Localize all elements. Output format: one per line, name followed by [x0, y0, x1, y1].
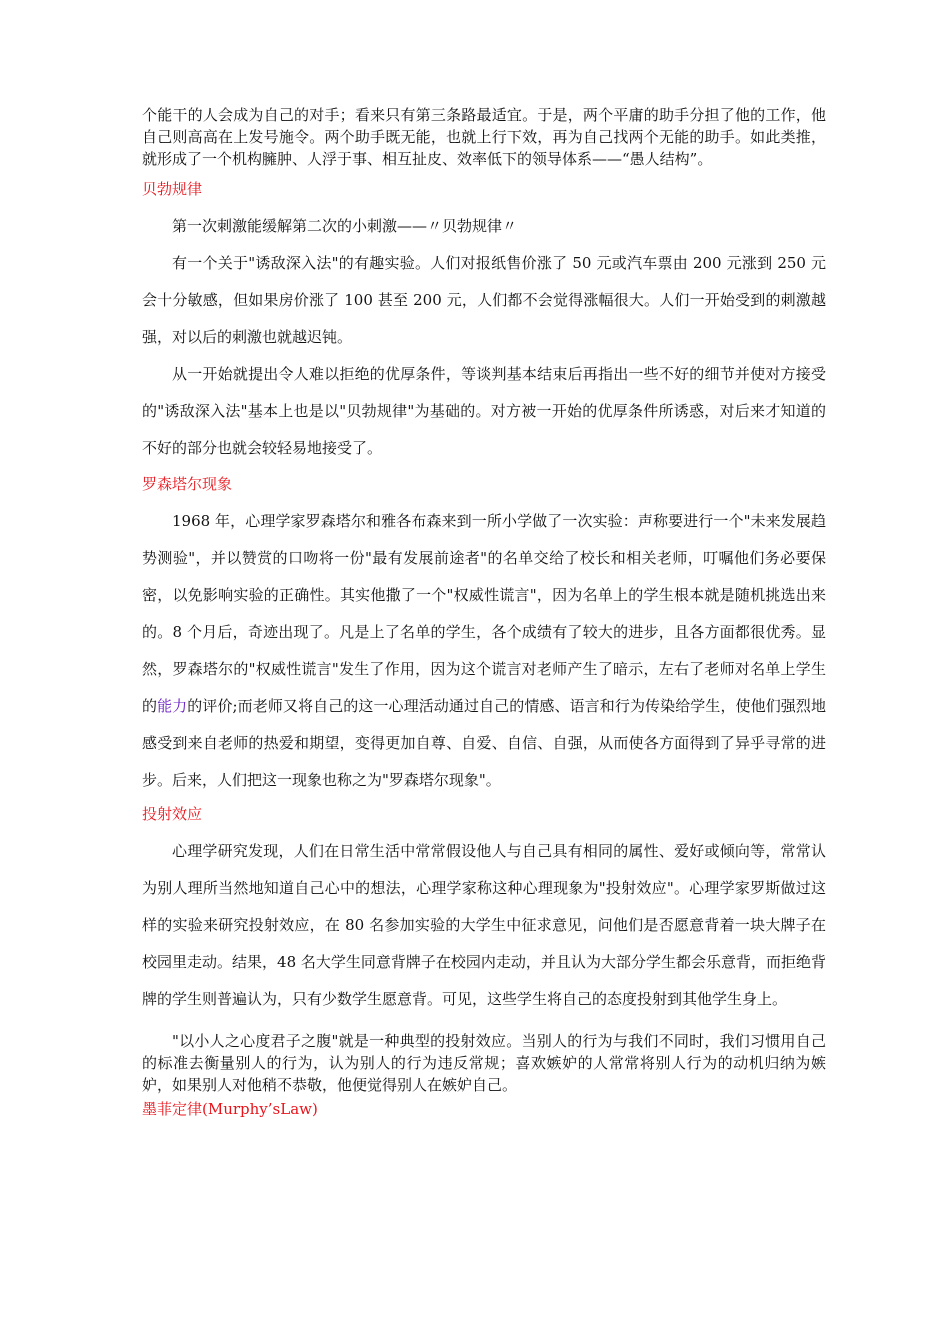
heading-projection-effect: 投射效应	[142, 805, 203, 823]
bole-paragraph-1: 第一次刺激能缓解第二次的小刺激——〃贝勃规律〃	[172, 217, 518, 235]
ability-link[interactable]: 能力	[157, 697, 188, 715]
heading-bole-law: 贝勃规律	[142, 180, 203, 198]
rosenthal-paragraph	[142, 503, 826, 799]
projection-paragraph-1: 心理学研究发现，人们在日常生活中常常假设他人与自己具有相同的属性、爱好或倾向等，常常认为别人理所当然地知道自己心中的想法，心理学家称这种心理现象为"投射效应"。心理学家罗斯做过这样的实验来研究投射效应，在 80 名参加实验的大学生中征求意见，问他们是否愿意背着一块大牌子在校园里走动。结果，48 名大学生同意背牌子在校园内走动，并且认为大部分学生都会乐意背，而拒绝背牌的学生则普遍认为，只有少数学生愿意背。可见，这些学生将自己的态度投射到其他学生身上。	[142, 842, 826, 1008]
intro-paragraph: 个能干的人会成为自己的对手；看来只有第三条路最适宜。于是，两个平庸的助手分担了他的工作，他自己则高高在上发号施令。两个助手既无能，也就上行下效，再为自己找两个无能的助手。如此类推，就形成了一个机构臃肿、人浮于事、相互扯皮、效率低下的领导体系——“愚人结构”。	[142, 106, 826, 168]
rosenthal-text-part-1: 1968 年，心理学家罗森塔尔和雅各布森来到一所小学做了一次实验：声称要进行一个"未来发展趋势测验"，并以赞赏的口吻将一份"最有发展前途者"的名单交给了校长和相关老师，叮嘱他们务必要保密，以免影响实验的正确性。其实他撒了一个"权威性谎言"，因为名单上的学生根本就是随机挑选出来的。8 个月后，奇迹出现了。凡是上了名单的学生，各个成绩有了较大的进步，且各方面都很优秀。显然，罗森塔尔的"权威性谎言"发生了作用，因为这个谎言对老师产生了暗示，左右了老师对名单上学生的	[142, 512, 826, 715]
rosenthal-text-part-2: 的评价;而老师又将自己的这一心理活动通过自己的情感、语言和行为传染给学生，使他们强烈地感受到来自老师的热爱和期望，变得更加自尊、自爱、自信、自强，从而使各方面得到了异乎寻常的进步。后来，人们把这一现象也称之为"罗森塔尔现象"。	[142, 697, 826, 789]
heading-murphys-law: 墨菲定律(Murphy’sLaw)	[142, 1100, 318, 1118]
bole-paragraph-3: 从一开始就提出令人难以拒绝的优厚条件，等谈判基本结束后再指出一些不好的细节并使对方接受的"诱敌深入法"基本上也是以"贝勃规律"为基础的。对方被一开始的优厚条件所诱惑，对后来才知道的不好的部分也就会较轻易地接受了。	[142, 365, 826, 457]
heading-rosenthal-effect: 罗森塔尔现象	[142, 475, 233, 493]
projection-paragraph-2: "以小人之心度君子之腹"就是一种典型的投射效应。当别人的行为与我们不同时，我们习惯用自己的标准去衡量别人的行为，认为别人的行为违反常规；喜欢嫉妒的人常常将别人行为的动机归纳为嫉妒，如果别人对他稍不恭敬，他便觉得别人在嫉妒自己。	[142, 1032, 826, 1094]
document-page	[142, 104, 826, 1128]
bole-paragraph-2: 有一个关于"诱敌深入法"的有趣实验。人们对报纸售价涨了 50 元或汽车票由 200 元涨到 250 元会十分敏感，但如果房价涨了 100 甚至 200 元，人们都不会觉得涨幅很大。人们一开始受到的刺激越强，对以后的刺激也就越迟钝。	[142, 254, 826, 346]
